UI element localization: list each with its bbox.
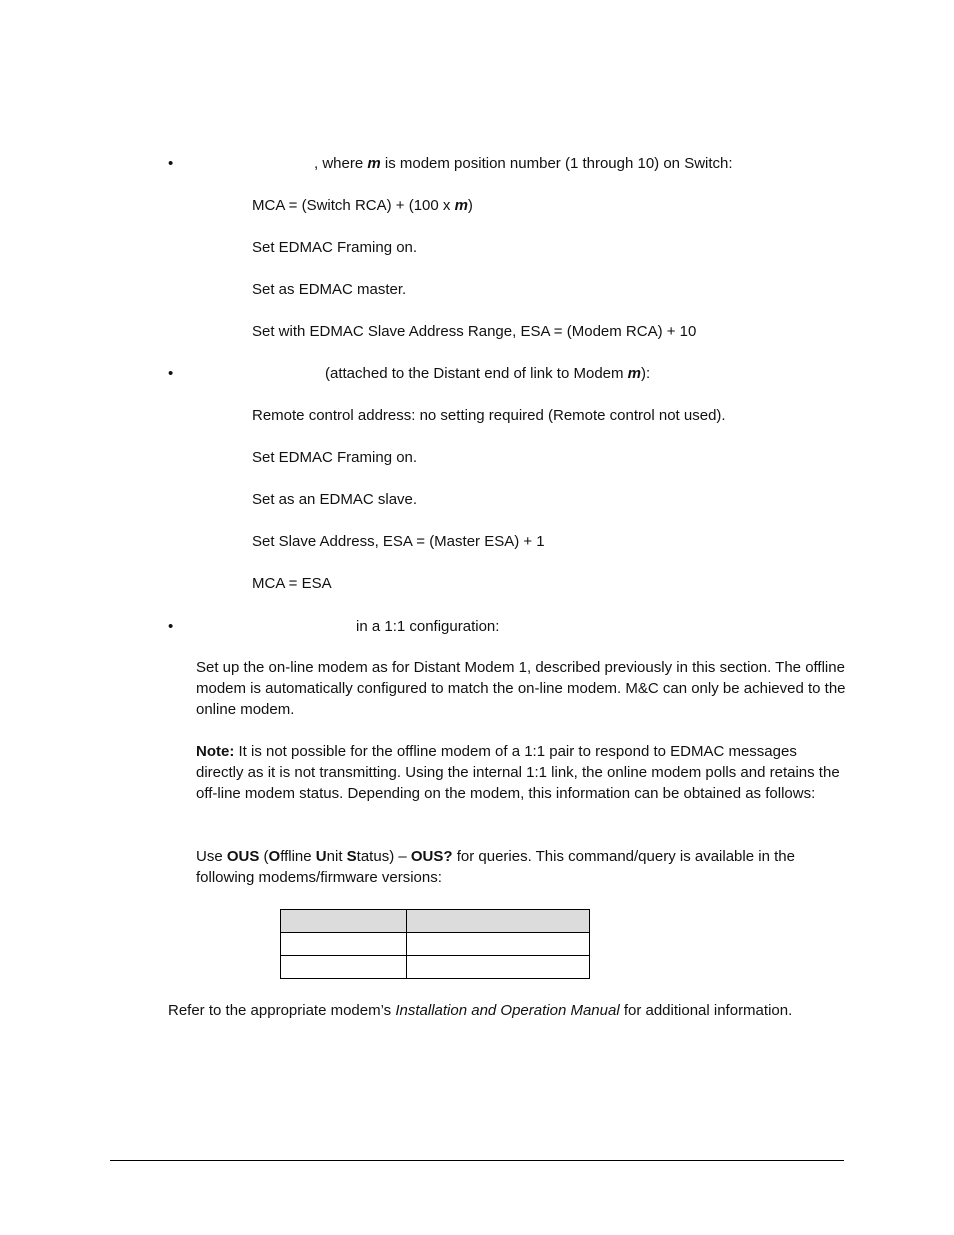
table-row: [281, 933, 590, 956]
note-paragraph: [196, 741, 846, 804]
manual-title: Installation and Operation Manual: [395, 1002, 620, 1019]
firmware-table: [280, 909, 590, 979]
pair-paragraph: Set up the on-line modem as for Distant Modem 1, described previously in this section. The offline modem is automatically configured to match the on-line modem. M&C can only be achieved to the online modem.: [196, 659, 846, 718]
ous-nit: nit: [326, 848, 347, 865]
refer-paragraph: [168, 1002, 792, 1020]
mca-formula: [252, 197, 473, 215]
distant-slave-address: Set Slave Address, ESA = (Master ESA) + 1: [252, 533, 545, 550]
table-cell: [281, 956, 407, 979]
distant-mca: MCA = ESA: [252, 575, 332, 592]
bullet-marker: •: [168, 365, 174, 382]
distant-framing: Set EDMAC Framing on.: [252, 449, 418, 466]
distant-role: Set as an EDMAC slave.: [252, 491, 418, 508]
ous-query: OUS?: [410, 848, 453, 865]
master-range: Set with EDMAC Slave Address Range, ESA = (Modem RCA) + 10: [252, 323, 697, 340]
master-lead: , where: [314, 155, 368, 172]
table-row: [281, 956, 590, 979]
note-text: It is not possible for the offline modem of a 1:1 pair to respond to EDMAC messages directly as it is not transmitting. Using the internal 1:1 link, the online modem polls and retains the off-line modem status. Depending on the modem, this information can be obtained as follows:: [196, 743, 840, 802]
bullet-marker: •: [168, 618, 174, 635]
table-cell: [407, 933, 590, 956]
master-tail: is modem position number (1 through 10) on Switch:: [380, 155, 733, 172]
mca-var: m: [454, 197, 468, 214]
table-header-row: [281, 910, 590, 933]
master-role: Set as EDMAC master.: [252, 281, 407, 298]
distant-bullet-text: [325, 365, 650, 383]
ous-w1: Use: [196, 848, 227, 865]
refer-post: for additional information.: [619, 1002, 793, 1019]
table-cell: [407, 956, 590, 979]
ous-u: U: [315, 848, 327, 865]
bullet-marker: •: [168, 155, 174, 172]
distant-remote: Remote control address: no setting required (Remote control not used).: [252, 407, 726, 424]
distant-lead: (attached to the Distant end of link to Modem: [325, 365, 628, 382]
ous-o: O: [268, 848, 281, 865]
distant-tail: ):: [641, 365, 651, 382]
ous-paragraph: [196, 846, 846, 888]
table-header-cell: [281, 910, 407, 933]
refer-pre: Refer to the appropriate modem’s: [168, 1002, 396, 1019]
ous-ffline: ffline: [280, 848, 316, 865]
mca-prefix: MCA = (Switch RCA) + (100 x: [252, 197, 455, 214]
ous-w2: (: [259, 848, 269, 865]
note-label: Note:: [196, 743, 235, 760]
master-var: m: [367, 155, 381, 172]
mca-suffix: ): [467, 197, 473, 214]
ous-tatus: tatus) –: [356, 848, 411, 865]
footer-rule: [110, 1160, 844, 1161]
table-header-cell: [407, 910, 590, 933]
master-framing: Set EDMAC Framing on.: [252, 239, 418, 256]
distant-var: m: [627, 365, 642, 382]
ous-command: OUS: [226, 848, 260, 865]
ous-w3: for queries. This command/query is available in the following modems/firmware versions:: [196, 848, 795, 886]
ous-s: S: [346, 848, 357, 865]
pair-bullet-text: in a 1:1 configuration:: [356, 618, 500, 635]
table-cell: [281, 933, 407, 956]
master-bullet-text: [314, 155, 733, 173]
